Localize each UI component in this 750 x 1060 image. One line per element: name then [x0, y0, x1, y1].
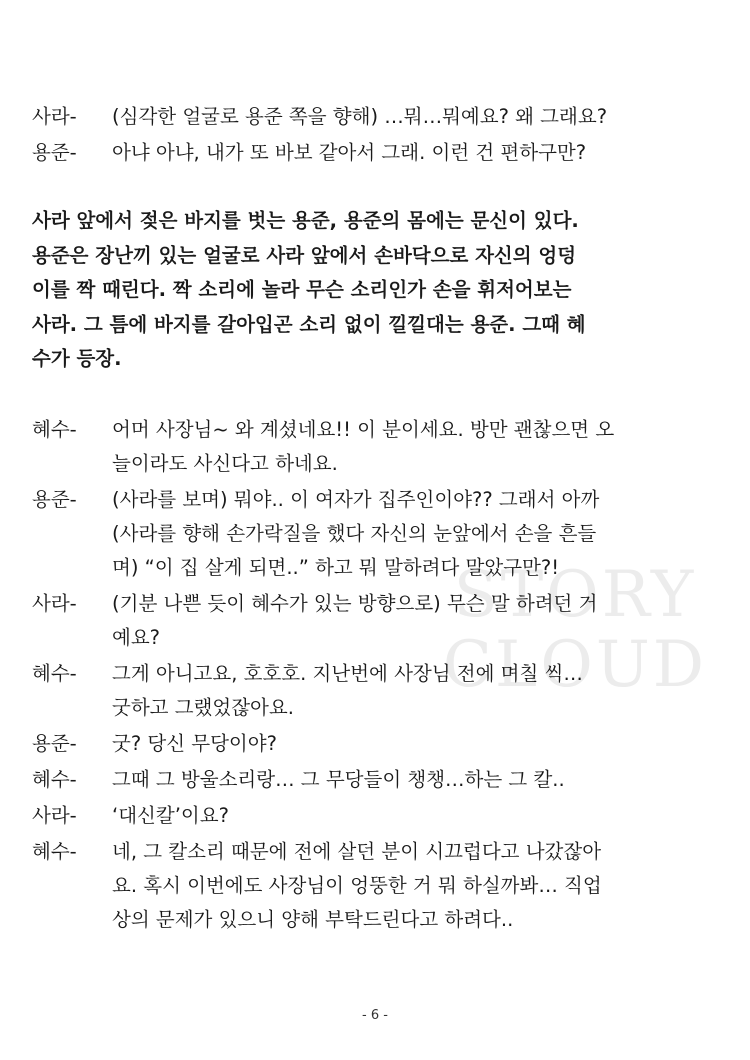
- speaker-name: 혜수-: [32, 417, 77, 441]
- page-number: - 6 -: [362, 1008, 388, 1023]
- watermark-line-1: STORY: [453, 558, 697, 632]
- direction-line: 사라. 그 틈에 바지를 갈아입곤 소리 없이 낄낄대는 용준. 그때 혜: [32, 312, 586, 336]
- dialogue-text: 굿? 당신 무당이야?: [112, 731, 277, 755]
- dialogue-entry: [32, 136, 722, 170]
- speaker-name: 혜수-: [32, 839, 77, 863]
- dialogue-text: 그게 아니고요, 호호호. 지난번에 사장님 전에 며칠 씩…: [112, 661, 583, 685]
- script-page: [32, 100, 722, 939]
- dialogue-entry: [32, 100, 722, 134]
- dialogue-entry: [32, 413, 722, 481]
- dialogue-entry: [32, 587, 722, 655]
- direction-line: 수가 등장.: [32, 347, 122, 370]
- dialogue-text: 늘이라도 사신다고 하네요.: [112, 451, 338, 475]
- dialogue-entry: [32, 483, 722, 585]
- dialogue-text: 그때 그 방울소리랑… 그 무당들이 챙챙…하는 그 칼..: [112, 767, 565, 791]
- speaker-name: 혜수-: [32, 767, 77, 791]
- dialogue-block-bottom: [32, 413, 722, 937]
- speaker-name: 사라-: [32, 591, 77, 615]
- direction-line: 이를 짝 때린다. 짝 소리에 놀라 무슨 소리인가 손을 휘저어보는: [32, 278, 572, 301]
- dialogue-text: (심각한 얼굴로 용준 쪽을 향해) …뭐…뭐예요? 왜 그래요?: [112, 105, 608, 128]
- dialogue-text: 어머 사장님~ 와 계셨네요!! 이 분이세요. 방만 괜찮으면 오: [112, 417, 615, 441]
- dialogue-block-top: [32, 100, 722, 170]
- dialogue-text: (사라를 보며) 뭐야.. 이 여자가 집주인이야?? 그래서 아까: [112, 487, 600, 511]
- dialogue-text: 상의 문제가 있으니 양해 부탁드린다고 하려다..: [112, 907, 514, 931]
- dialogue-text: (사라를 향해 손가락질을 했다 자신의 눈앞에서 손을 흔들: [112, 521, 597, 545]
- dialogue-entry: [32, 727, 722, 761]
- dialogue-text: 며) “이 집 살게 되면..” 하고 뭐 말하려다 말았구만?!: [112, 555, 560, 579]
- speaker-name: 혜수-: [32, 661, 77, 685]
- speaker-name: 용준-: [32, 141, 77, 164]
- speaker-name: 사라-: [32, 105, 77, 128]
- dialogue-text: 네, 그 칼소리 때문에 전에 살던 분이 시끄럽다고 나갔잖아: [112, 839, 602, 863]
- dialogue-entry: [32, 799, 722, 833]
- speaker-name: 용준-: [32, 731, 77, 755]
- dialogue-entry: [32, 657, 722, 725]
- direction-line: 용준은 장난끼 있는 얼굴로 사라 앞에서 손바닥으로 자신의 엉덩: [32, 243, 577, 267]
- watermark-line-2: CLOUD: [442, 628, 708, 702]
- dialogue-text: 아냐 아냐, 내가 또 바보 같아서 그래. 이런 건 편하구만?: [112, 141, 587, 164]
- dialogue-text: ‘대신칼’이요?: [112, 803, 229, 827]
- direction-line: 사라 앞에서 젖은 바지를 벗는 용준, 용준의 몸에는 문신이 있다.: [32, 209, 579, 232]
- speaker-name: 용준-: [32, 487, 77, 511]
- dialogue-entry: [32, 835, 722, 937]
- dialogue-text: 굿하고 그랬었잖아요.: [112, 695, 294, 719]
- dialogue-text: (기분 나쁜 듯이 혜수가 있는 방향으로) 무슨 말 하려던 거: [112, 591, 598, 615]
- speaker-name: 사라-: [32, 803, 77, 827]
- dialogue-text: 요. 혹시 이번에도 사장님이 엉뚱한 거 뭐 하실까봐… 직업: [112, 873, 602, 897]
- dialogue-entry: [32, 763, 722, 797]
- stage-direction: [32, 204, 722, 377]
- dialogue-text: 예요?: [112, 625, 161, 649]
